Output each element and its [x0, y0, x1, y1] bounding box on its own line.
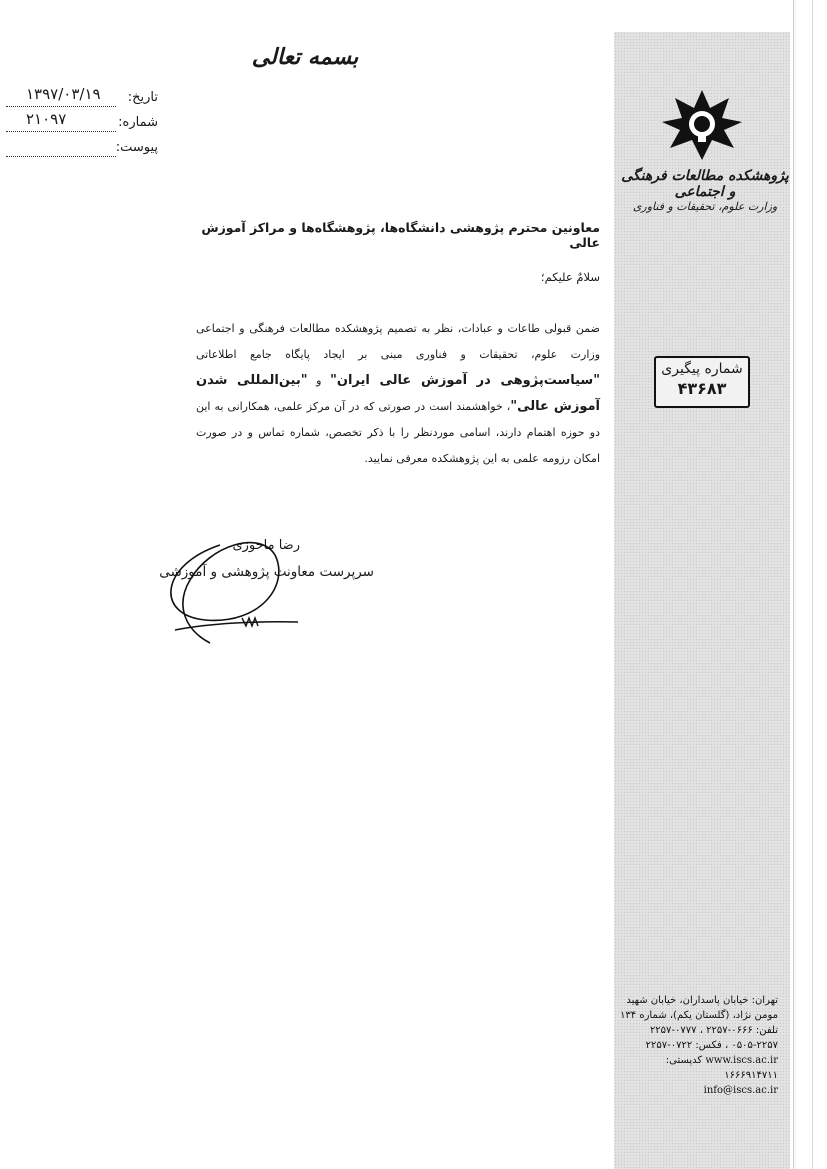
greeting: سلامٌ علیکم؛ [540, 270, 600, 284]
website-link[interactable]: www.iscs.ac.ir [705, 1055, 778, 1066]
tracking-value: ۴۳۶۸۳ [677, 379, 727, 398]
ministry-name: وزارت علوم، تحقیقات و فناوری [632, 200, 778, 213]
attachment-label: پیوست: [115, 140, 158, 155]
website-postal-line [612, 1053, 778, 1083]
attachment-field [6, 140, 158, 160]
database-title-1: "سیاست‌پژوهی در آموزش عالی ایران" [330, 373, 600, 388]
body-text-2: ، خواهشمند است در صورتی که در آن مرکز علمی، همکارانی به این دو حوزه اهتمام دارند، اسامی موردنظر را با ذکر تخصص، شماره تماس و در صورت امکان رزومه علمی به این پژوهشکده معرفی نمایید. [196, 400, 600, 465]
number-label: شماره: [118, 115, 158, 130]
email-link[interactable]: info@iscs.ac.ir [703, 1085, 778, 1096]
phone-line: تلفن: ۰۶۶۶-۲۲۵۷ ، ۰۷۷۷-۲۲۵۷ [649, 1025, 778, 1036]
paper-edge-line [812, 0, 813, 1169]
address-line-1: تهران: خیابان پاسداران، خیابان شهید [626, 995, 778, 1006]
date-label: تاریخ: [127, 90, 158, 105]
address-line-2: مومن نژاد، (گلستان یکم)، شماره ۱۳۴ [620, 1010, 778, 1021]
fax-line: ۰۵۰۵-۲۲۵۷ ، فکس: ۰۷۲۲-۲۲۵۷ [645, 1040, 778, 1051]
database-title-2: "بین‌المللی شدن آموزش عالی" [196, 373, 600, 414]
date-field [6, 85, 158, 110]
letterhead-footer [612, 993, 778, 1098]
signer-title: سرپرست معاونت پژوهشی و آموزشی [159, 564, 374, 580]
number-field [6, 110, 158, 135]
organization-logo [662, 90, 742, 160]
recipient-line: معاونین محترم پژوهشی دانشگاه‌ها، پژوهشگاه‌ها و مراکز آموزش عالی [201, 220, 600, 250]
handwritten-signature [150, 525, 310, 655]
number-value: ۲۱۰۹۷ [26, 110, 67, 128]
tracking-label: شماره پیگیری [661, 361, 743, 377]
tracking-number-stamp [654, 356, 750, 408]
body-text-1: ضمن قبولی طاعات و عبادات، نظر به تصمیم پژوهشکده مطالعات فرهنگی و اجتماعی وزارت علوم، تحقیقات و فناوری مبنی بر ایجاد پایگاه جامع اطلاعاتی [196, 322, 600, 361]
paper-edge [793, 0, 827, 1169]
signer-name: رضا ماحوزی [232, 538, 300, 553]
organization-name: پژوهشکده مطالعات فرهنگی و اجتماعی [621, 168, 789, 200]
postal-code: کدپستی: ۱۶۶۶۹۱۴۷۱۱ [665, 1055, 778, 1081]
date-value: ۱۳۹۷/۰۳/۱۹ [26, 85, 101, 103]
body-connector: و [316, 374, 322, 387]
bismillah-heading: بسمه تعالی [251, 44, 359, 70]
letter-body [196, 316, 600, 472]
